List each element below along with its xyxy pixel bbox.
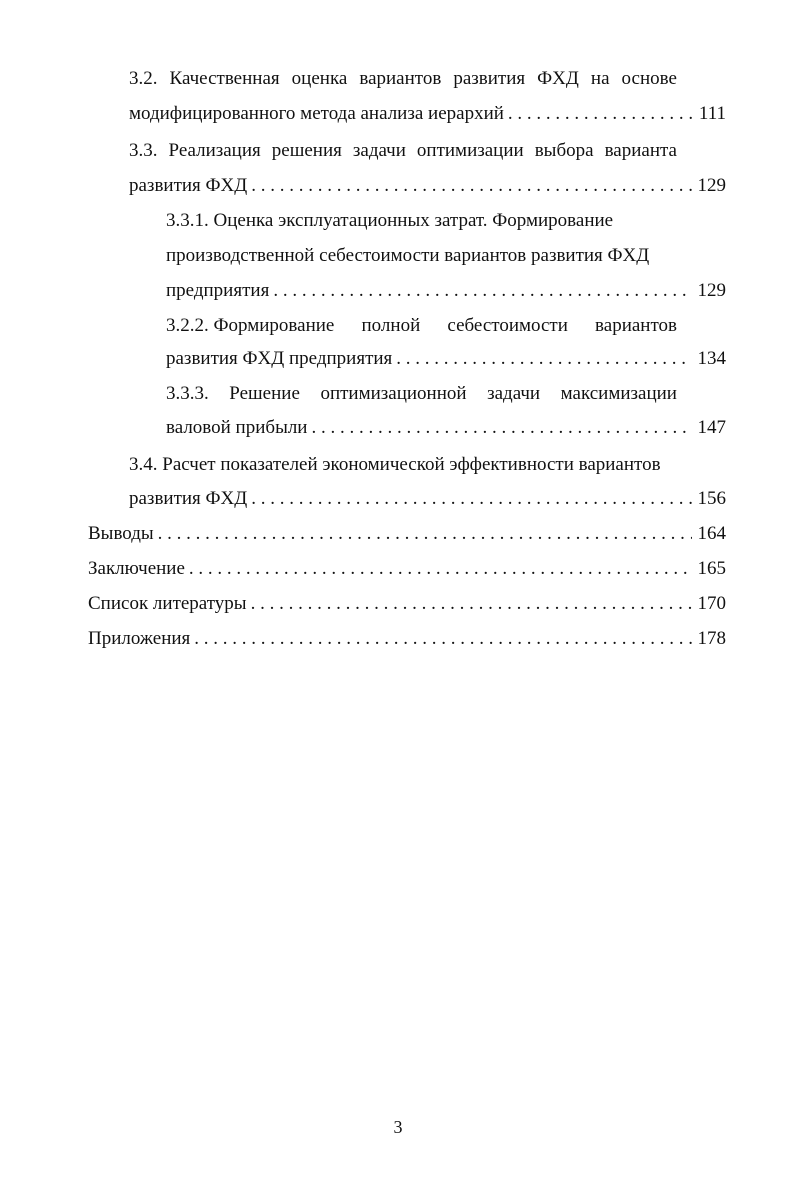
toc-label: Приложения [88,628,191,649]
word: варианта [604,140,677,161]
toc-page-number: 134 [697,348,726,369]
toc-label: развития ФХД [129,488,248,509]
toc-label: Заключение [88,558,185,579]
toc-page-number: 165 [697,558,726,579]
toc-page-number: 129 [697,280,726,301]
toc-label: Список литературы [88,593,247,614]
word: 3.2.2. Формирование [166,315,335,336]
word: оптимизации [416,140,524,161]
word: себестоимости [447,315,568,336]
toc-entry-3-3-3-line1 [166,382,677,406]
toc-entry-3-2-line2[interactable] [129,102,726,126]
toc-entry-conclusions[interactable] [88,522,726,546]
word: вариантов [359,68,442,89]
word: Качественная [169,68,280,89]
toc-entry-3-3-1-line3[interactable] [166,279,726,303]
dot-leader [251,174,691,198]
dot-leader [158,522,692,546]
toc-page-number: 111 [698,103,726,124]
toc-label: модифицированного метода анализа иерархий [129,103,504,124]
toc-entry-3-3-line1 [129,139,677,163]
toc-entry-3-3-3-line2[interactable] [166,416,726,440]
toc-page-number: 147 [697,417,726,438]
word: ФХД [537,68,579,89]
toc-entry-3-3-1-line1: 3.3.1. Оценка эксплуатационных затрат. Формирование [166,210,614,231]
toc-entry-references[interactable] [88,592,726,616]
toc-label: развития ФХД [129,175,248,196]
dot-leader [273,279,691,303]
toc-label: Выводы [88,523,154,544]
word: оптимизационной [320,383,467,404]
dot-leader [251,487,691,511]
toc-page-number: 170 [697,593,726,614]
dot-leader [396,347,691,371]
toc-entry-3-3-1-line2: производственной себестоимости вариантов развития ФХД [166,245,650,266]
word: развития [453,68,526,89]
word: на [590,68,610,89]
toc-entry-appendices[interactable] [88,627,726,651]
word: 3.3.3. [166,383,209,404]
toc-label: предприятия [166,280,270,301]
word: основе [621,68,677,89]
toc-entry-3-4-line2[interactable] [129,487,726,511]
word: оценка [291,68,348,89]
dot-leader [508,102,693,126]
word: Реализация [168,140,261,161]
toc-label: развития ФХД предприятия [166,348,393,369]
word: задачи [487,383,541,404]
toc-page-number: 156 [697,488,726,509]
dot-leader [311,416,691,440]
toc-entry-3-4-line1: 3.4. Расчет показателей экономической эффективности вариантов [129,454,661,475]
word: полной [361,315,421,336]
toc-page-number: 129 [697,175,726,196]
word: Решение [229,383,300,404]
word: максимизации [560,383,677,404]
page-number: 3 [393,1117,403,1137]
toc-entry-3-2-line1 [129,67,677,91]
toc-page-number: 164 [697,523,726,544]
word: вариантов [595,315,677,336]
toc-entry-3-2-2-line2[interactable] [166,347,726,371]
toc-entry-3-2-2-line1 [166,314,677,338]
word: выбора [534,140,594,161]
word: 3.2. [129,68,158,89]
toc-page-number: 178 [697,628,726,649]
toc-entry-3-3-line2[interactable] [129,174,726,198]
dot-leader [189,557,692,581]
word: решения [271,140,342,161]
dot-leader [251,592,692,616]
dot-leader [194,627,691,651]
toc-entry-final[interactable] [88,557,726,581]
word: 3.3. [129,140,158,161]
word: задачи [352,140,406,161]
toc-label: валовой прибыли [166,417,308,438]
